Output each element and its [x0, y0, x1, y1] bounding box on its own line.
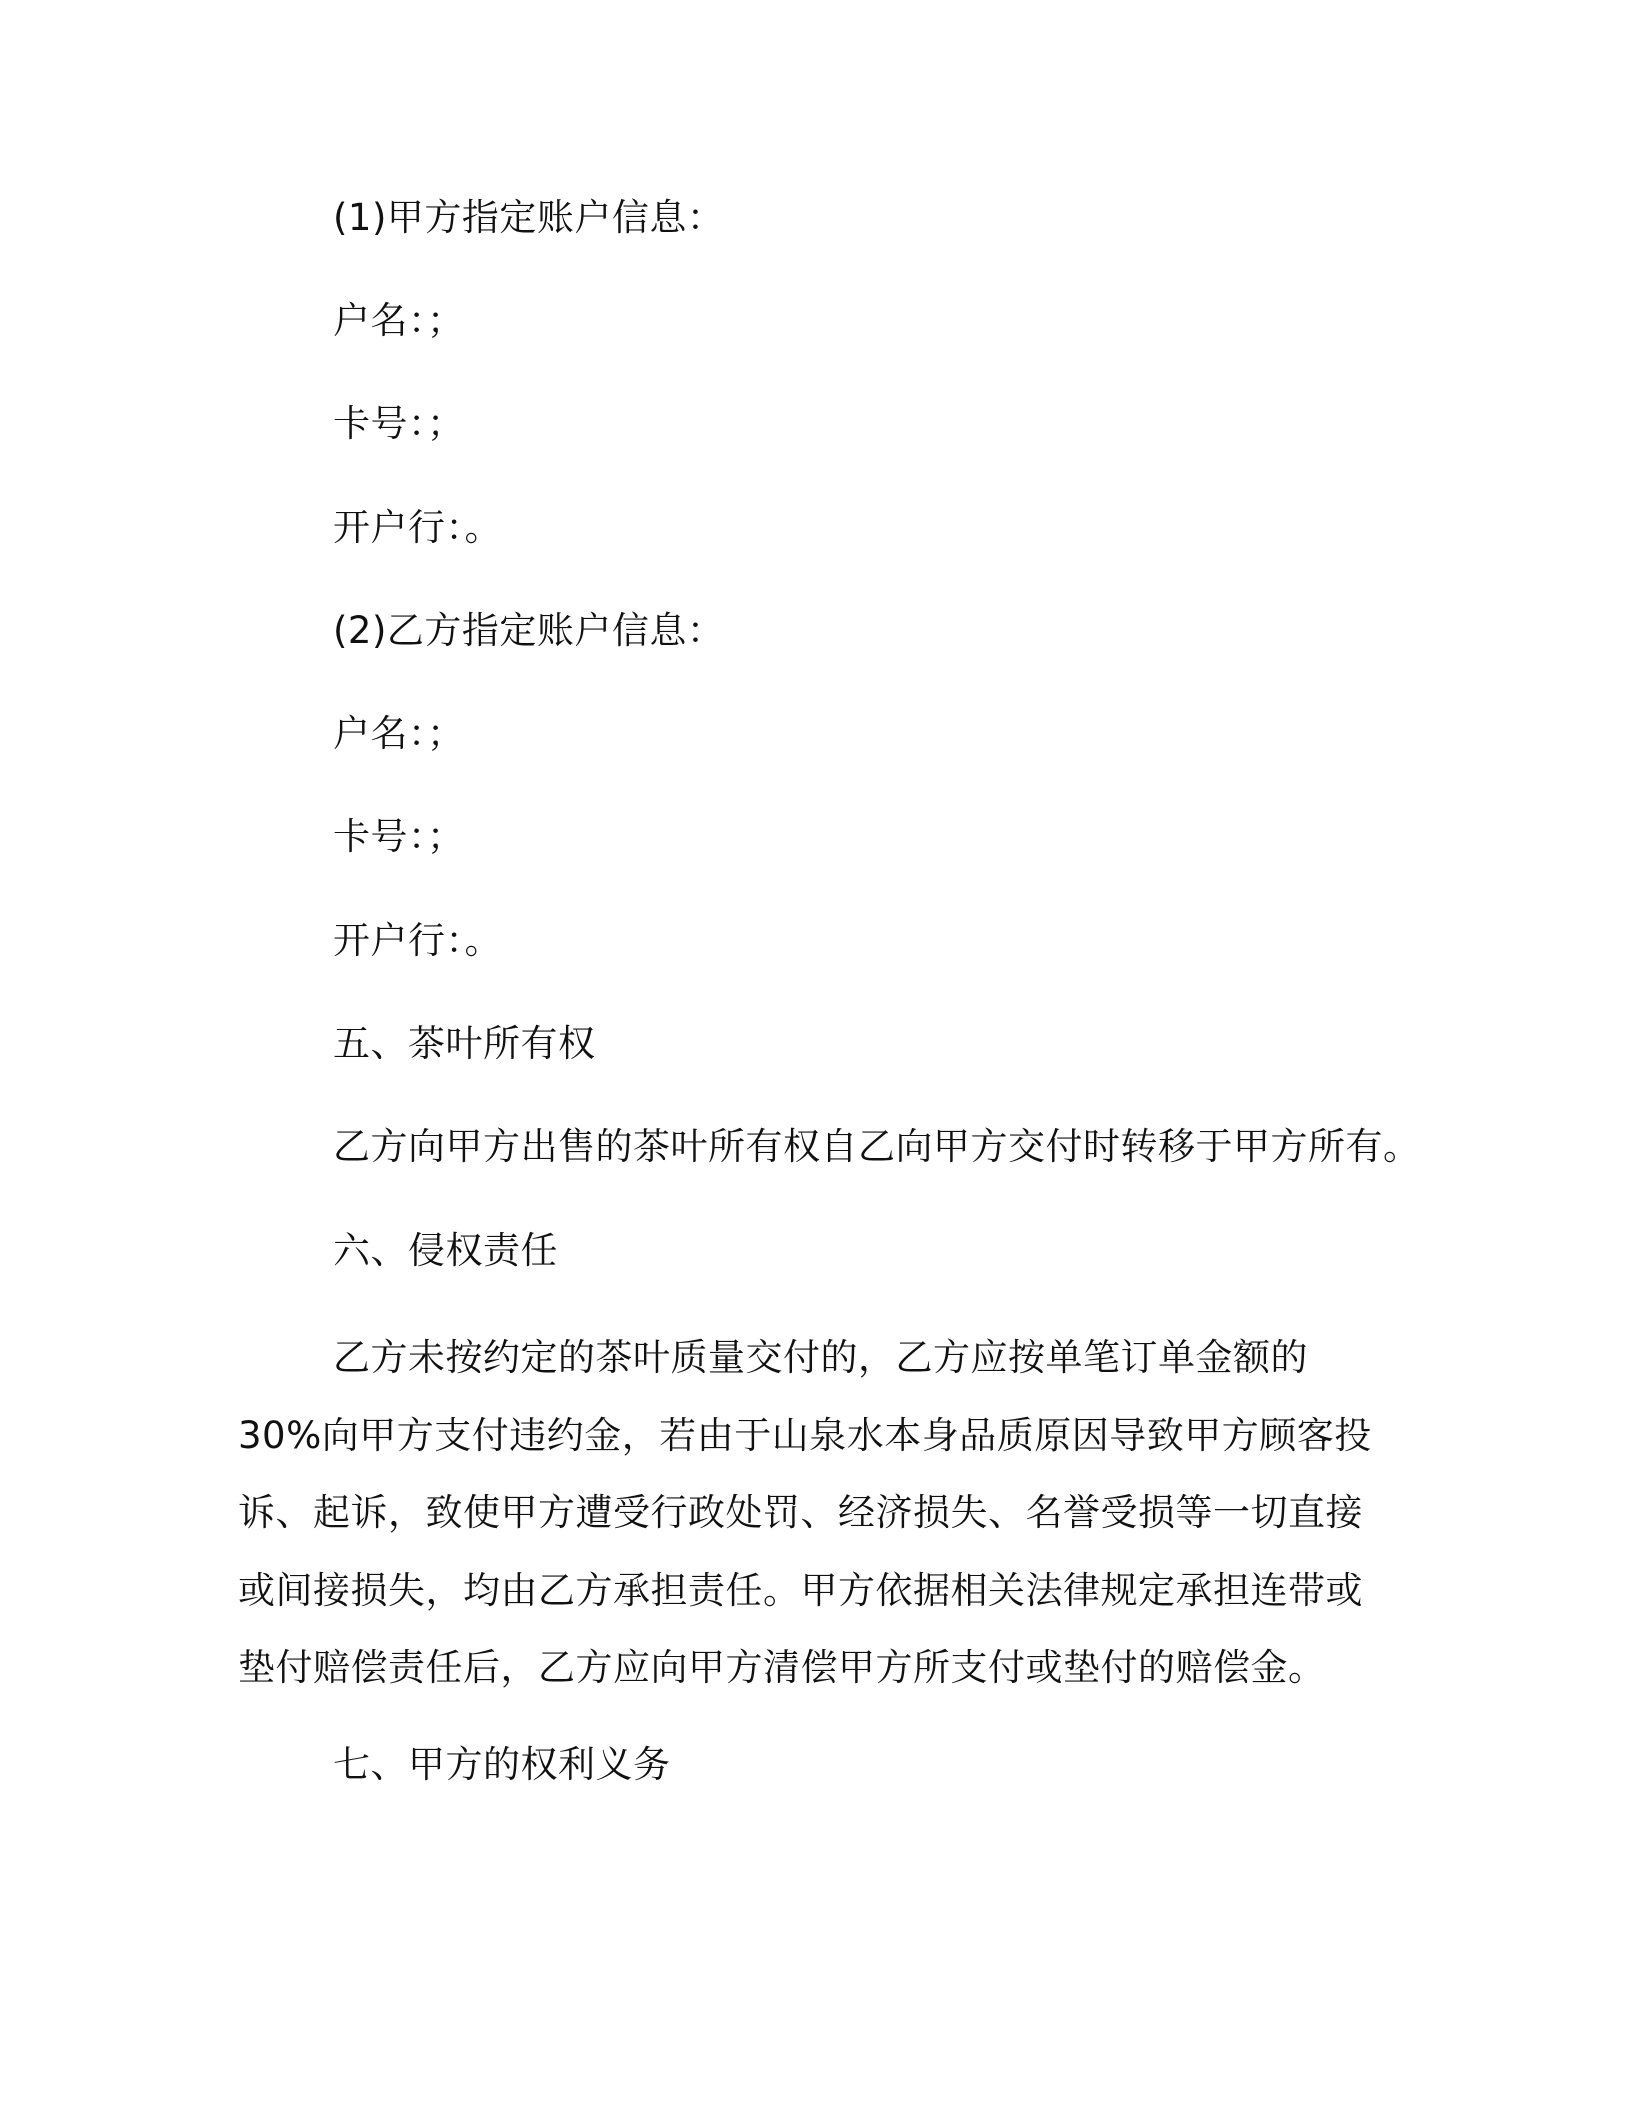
party-b-bank: 开户行：。	[333, 919, 502, 962]
liability-paragraph	[238, 1319, 1378, 1707]
section-heading-party-a-rights: 七、甲方的权利义务	[333, 1743, 671, 1786]
party-b-account-name: 户名：；	[333, 712, 465, 755]
section-heading-liability: 六、侵权责任	[333, 1229, 558, 1272]
party-b-card-number: 卡号：；	[333, 815, 465, 858]
paragraph-line: 30%向甲方支付违约金，若由于山泉水本身品质原因导致甲方顾客投	[238, 1413, 1372, 1457]
paragraph-line: 乙方未按约定的茶叶质量交付的，乙方应按单笔订单金额的	[333, 1336, 1308, 1379]
paragraph-line: 或间接损失，均由乙方承担责任。甲方依据相关法律规定承担连带或	[238, 1568, 1363, 1612]
paragraph-line: 诉、起诉，致使甲方遭受行政处罚、经济损失、名誉受损等一切直接	[238, 1491, 1363, 1534]
party-a-bank: 开户行：。	[333, 506, 502, 549]
party-a-account-name: 户名：；	[333, 299, 465, 342]
paragraph-line: 垫付赔偿责任后，乙方应向甲方清偿甲方所支付或垫付的赔偿金。	[238, 1646, 1326, 1689]
party-a-account-heading: (1)甲方指定账户信息：	[333, 196, 725, 239]
ownership-paragraph: 乙方向甲方出售的茶叶所有权自乙向甲方交付时转移于甲方所有。	[333, 1125, 1421, 1168]
party-a-card-number: 卡号：；	[333, 402, 465, 445]
section-heading-ownership: 五、茶叶所有权	[333, 1022, 596, 1065]
party-b-account-heading: (2)乙方指定账户信息：	[333, 609, 725, 652]
